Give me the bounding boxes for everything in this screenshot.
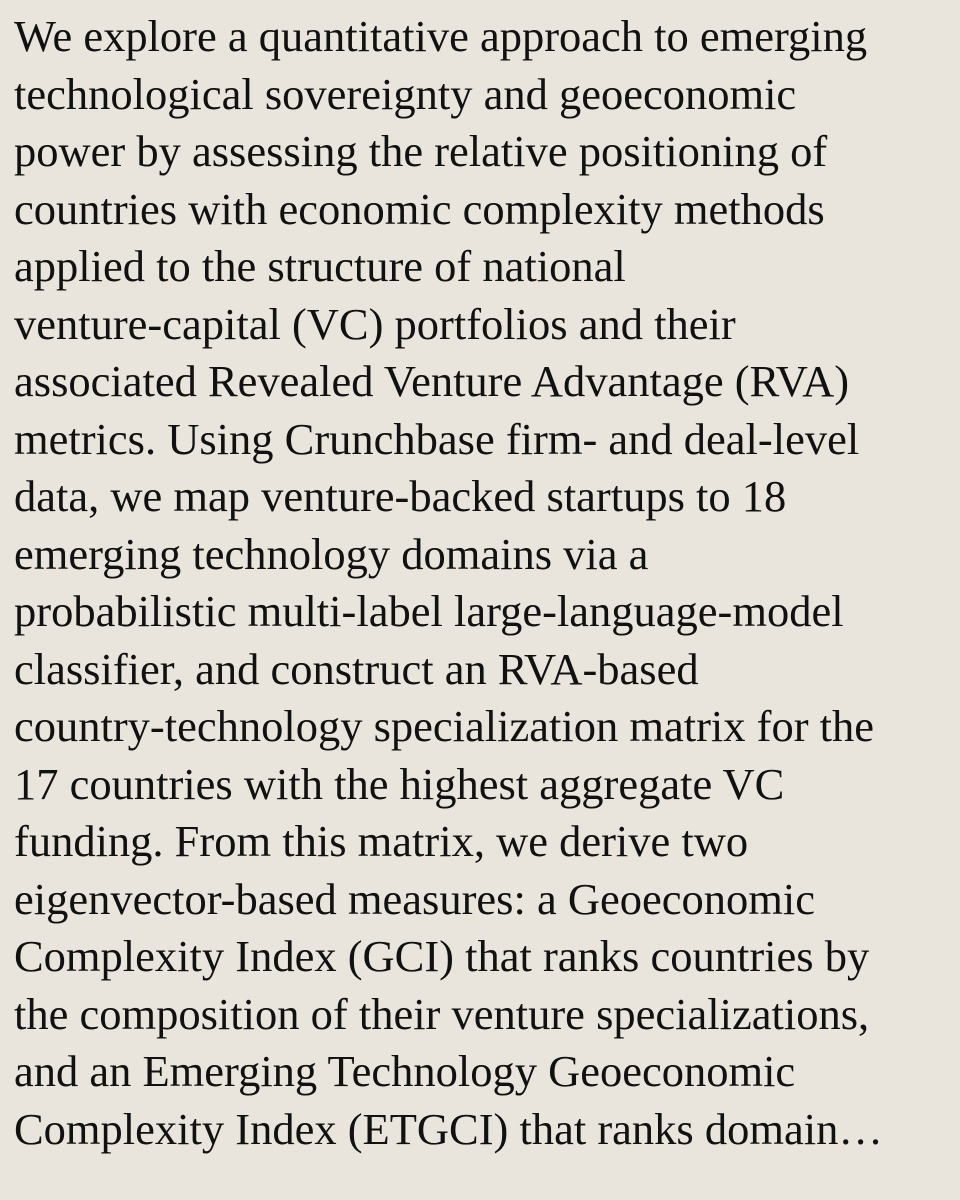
abstract-line: Complexity Index (ETGCI) that ranks domain… [14,1103,883,1154]
abstract-line: power by assessing the relative positioning of [14,126,828,176]
abstract-line: 17 countries with the highest aggregate VC [14,758,785,809]
abstract-line: classifier, and construct an RVA-based [14,643,699,694]
abstract-line: funding. From this matrix, we derive two [14,816,749,866]
abstract-line: eigenvector-based measures: a Geoeconomic [14,873,815,924]
abstract-line: data, we map venture-backed startups to 18 [14,471,787,521]
abstract-text [14,8,954,1158]
abstract-line: technological sovereignty and geoeconomic [14,68,797,119]
abstract-line: venture-capital (VC) portfolios and their [14,298,736,349]
abstract-line: probabilistic multi-label large-language-model [14,586,844,636]
abstract-line: Complexity Index (GCI) that ranks countries by [14,931,870,981]
abstract-line: associated Revealed Venture Advantage (RVA) [14,356,850,406]
abstract-line: applied to the structure of national [14,241,626,291]
abstract-line: We explore a quantitative approach to emerging [14,11,868,61]
abstract-line: the composition of their venture specializations, [14,988,870,1039]
abstract-line: metrics. Using Crunchbase firm- and deal-level [14,413,860,464]
abstract-line: and an Emerging Technology Geoeconomic [14,1046,796,1096]
abstract-line: country-technology specialization matrix for the [14,701,875,751]
abstract-line: countries with economic complexity methods [14,183,825,234]
abstract-line: emerging technology domains via a [14,528,649,579]
